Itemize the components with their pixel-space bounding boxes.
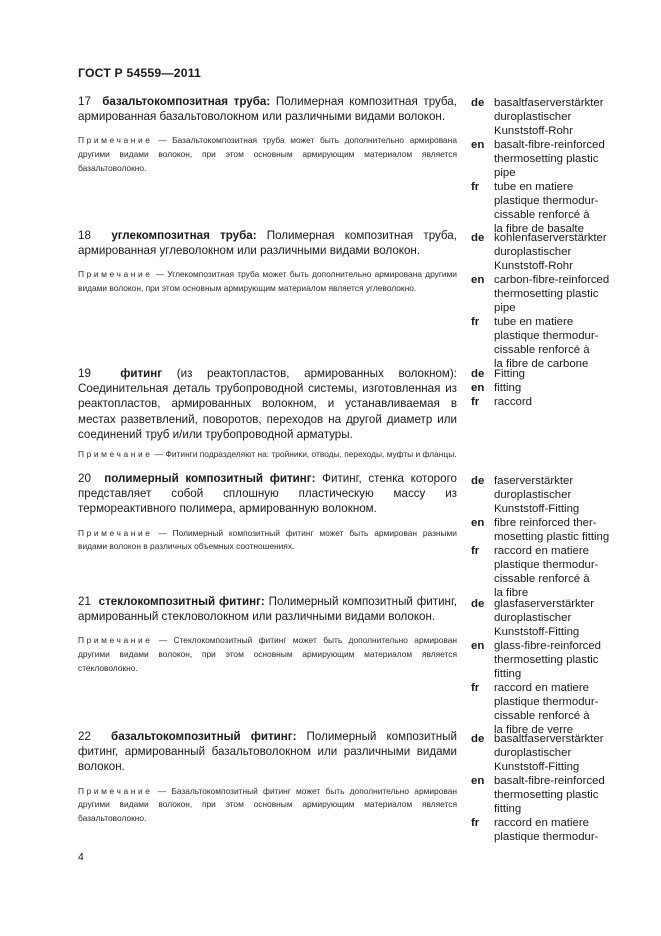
translations-19 bbox=[471, 367, 621, 409]
translation-fr bbox=[471, 681, 621, 737]
term-title: базальтокомпозитная труба: bbox=[102, 95, 271, 108]
document-header: ГОСТ Р 54559—2011 bbox=[78, 66, 201, 80]
lang-code: de bbox=[471, 232, 485, 244]
term-definition-text: (из реактопластов, армированных волокном): Соединительная деталь трубопроводной системы, изготовленная из реактопластов, армированных волокном, и устанавливаемая в местах разветвлений, поворотов, переходов на другой диаметр или соединений труб и/или трубопроводной арматуры. bbox=[78, 367, 457, 441]
translations-20 bbox=[471, 474, 621, 600]
translation-text: faserverstärkter duroplastischer Kunststoff-Fitting bbox=[494, 475, 580, 515]
lang-code: de bbox=[471, 598, 485, 610]
translation-text: tube en matiere plastique thermodur- cissable renforcé à la fibre de carbone bbox=[494, 316, 599, 370]
term-definition-text: Полимерный композитный фитинг, армированный стекловолокном или различными видами волокон. bbox=[78, 595, 457, 624]
term-definition bbox=[78, 228, 457, 258]
note-text: — Фитинги подразделяют на: тройники, отводы, переходы, муфты и фланцы. bbox=[152, 449, 457, 460]
translations-21 bbox=[471, 597, 621, 737]
note-text: — Углекомпозитная труба может быть дополнительно армирована другими видами волокон, при этом основным армирующим материалом является углеволокно. bbox=[78, 269, 457, 294]
note-text: — Базальтокомпозитный фитинг может быть дополнительно армирован другими видами волокон, при этом основным армирующим материалом является базальтоволокно. bbox=[78, 785, 457, 824]
term-entry-19 bbox=[78, 366, 457, 462]
lang-code: de bbox=[471, 475, 485, 487]
term-number: 20 bbox=[78, 472, 91, 485]
term-title: углекомпозитная труба: bbox=[111, 229, 257, 242]
lang-code: en bbox=[471, 139, 485, 151]
term-title: базальтокомпозитный фитинг: bbox=[111, 730, 297, 743]
term-number: 21 bbox=[78, 595, 91, 608]
translation-fr bbox=[471, 180, 621, 236]
translation-en bbox=[471, 138, 621, 180]
term-entry-20 bbox=[78, 471, 457, 554]
term-definition-text: Полимерная композитная труба, армированная базальтоволокном или различными видами волокон. bbox=[78, 95, 457, 124]
lang-code: en bbox=[471, 274, 485, 286]
translation-text: raccord en matiere plastique thermodur- cissable renforcé à la fibre bbox=[494, 545, 599, 599]
translation-text: glass-fibre-reinforced thermosetting plastic fitting bbox=[494, 640, 601, 680]
lang-code: fr bbox=[471, 316, 480, 328]
lang-code: en bbox=[471, 640, 485, 652]
lang-code: fr bbox=[471, 396, 480, 408]
translation-de bbox=[471, 597, 621, 639]
translation-fr bbox=[471, 544, 621, 600]
lang-code: de bbox=[471, 97, 485, 109]
note-text: — Базальтокомпозитная труба может быть дополнительно армирована другими видами волокон, при этом основным армирующим материалом является базальтоволокно. bbox=[78, 135, 457, 173]
term-title: стеклокомпозитный фитинг: bbox=[98, 595, 265, 608]
note-text: — Стеклокомпозитный фитинг может быть дополнительно армирован другими видами волокон, при этом основным армирующим материалом является стекловолокно. bbox=[78, 635, 457, 673]
translation-text: glasfaserverstärkter duroplastischer Kunststoff-Fitting bbox=[494, 598, 595, 638]
translation-en bbox=[471, 639, 621, 681]
translations-22 bbox=[471, 732, 621, 844]
translation-text: raccord en matiere plastique thermodur- bbox=[494, 817, 599, 843]
term-definition-text: Полимерная композитная труба, армированная углеволокном или различными видами волокон. bbox=[78, 229, 457, 258]
page-number: 4 bbox=[78, 851, 84, 863]
translation-fr bbox=[471, 315, 621, 371]
term-entry-17 bbox=[78, 94, 457, 176]
translation-de bbox=[471, 474, 621, 516]
translation-text: fibre reinforced ther- mosetting plastic fitting bbox=[494, 517, 610, 543]
term-entry-22 bbox=[78, 729, 457, 826]
translations-17 bbox=[471, 96, 621, 236]
term-number: 22 bbox=[78, 730, 91, 743]
term-note bbox=[78, 134, 457, 175]
note-label: Примечание bbox=[78, 785, 153, 796]
translation-fr bbox=[471, 816, 621, 844]
term-number: 18 bbox=[78, 229, 91, 242]
term-note bbox=[78, 785, 457, 826]
term-definition-text: Фитинг, стенка которого представляет собой сплошную пластическую массу из термореактивного полимера, армированную волокном. bbox=[78, 472, 457, 516]
translation-en bbox=[471, 273, 621, 315]
note-label: Примечание bbox=[78, 635, 153, 646]
translation-en bbox=[471, 516, 621, 544]
term-entry-21 bbox=[78, 594, 457, 676]
translation-de bbox=[471, 231, 621, 273]
lang-code: de bbox=[471, 368, 485, 380]
translation-de bbox=[471, 367, 621, 381]
term-definition bbox=[78, 94, 457, 124]
term-definition bbox=[78, 729, 457, 775]
note-text: — Полимерный композитный фитинг может быть армирован разными видами волокон в различных объемных соотношениях. bbox=[78, 527, 457, 552]
note-label: Примечание bbox=[78, 135, 153, 146]
translation-fr bbox=[471, 395, 621, 409]
lang-code: fr bbox=[471, 181, 480, 193]
translation-text: tube en matiere plastique thermodur- cissable renforcé à la fibre de basalte bbox=[494, 181, 599, 235]
translation-de bbox=[471, 96, 621, 138]
translation-text: carbon-fibre-reinforced thermosetting plastic pipe bbox=[494, 274, 610, 314]
term-note bbox=[78, 268, 457, 296]
term-title: фитинг bbox=[120, 367, 163, 380]
note-label: Примечание bbox=[78, 269, 153, 280]
term-note bbox=[78, 448, 457, 462]
note-label: Примечание bbox=[78, 527, 153, 538]
lang-code: en bbox=[471, 775, 485, 787]
translation-de bbox=[471, 732, 621, 774]
lang-code: en bbox=[471, 382, 485, 394]
term-definition-text: Полимерный композитный фитинг, армированный базальтоволокном или различными видами волокон. bbox=[78, 730, 457, 774]
term-title: полимерный композитный фитинг: bbox=[104, 472, 316, 485]
translations-18 bbox=[471, 231, 621, 371]
lang-code: fr bbox=[471, 682, 480, 694]
translation-en bbox=[471, 774, 621, 816]
translation-text: basaltfaserverstärkter duroplastischer Kunststoff-Fitting bbox=[494, 733, 604, 773]
translation-text: raccord bbox=[494, 396, 532, 408]
translation-text: basalt-fibre-reinforced thermosetting plastic fitting bbox=[494, 775, 605, 815]
term-number: 17 bbox=[78, 95, 91, 108]
term-definition bbox=[78, 471, 457, 517]
lang-code: en bbox=[471, 517, 485, 529]
translation-text: basalt-fibre-reinforced thermosetting plastic pipe bbox=[494, 139, 605, 179]
term-entry-18 bbox=[78, 228, 457, 296]
term-note bbox=[78, 527, 457, 555]
term-number: 19 bbox=[78, 367, 91, 380]
lang-code: fr bbox=[471, 817, 480, 829]
translation-text: basaltfaserverstärkter duroplastischer Kunststoff-Rohr bbox=[494, 97, 604, 137]
term-definition bbox=[78, 594, 457, 624]
translation-text: fitting bbox=[494, 382, 522, 394]
translation-text: Fitting bbox=[494, 368, 526, 380]
lang-code: fr bbox=[471, 545, 480, 557]
term-note bbox=[78, 634, 457, 675]
translation-text: kohlenfaserverstärkter duroplastischer Kunststoff-Rohr bbox=[494, 232, 607, 272]
term-definition bbox=[78, 366, 457, 442]
translation-en bbox=[471, 381, 621, 395]
lang-code: de bbox=[471, 733, 485, 745]
translation-text: raccord en matiere plastique thermodur- cissable renforcé à la fibre de verre bbox=[494, 682, 599, 736]
note-label: Примечание bbox=[78, 449, 153, 460]
